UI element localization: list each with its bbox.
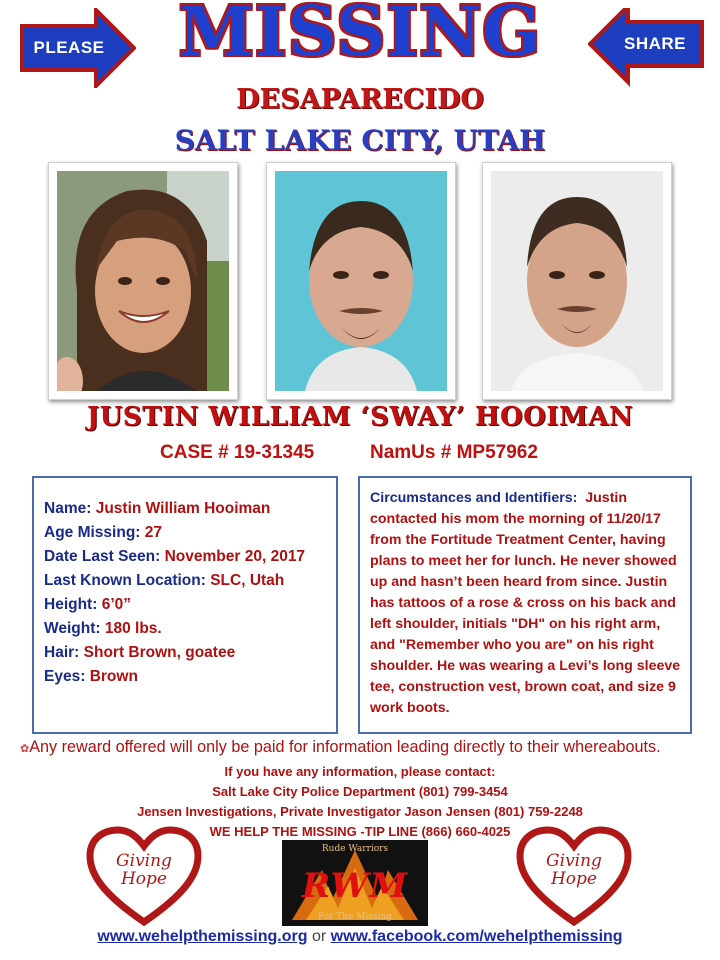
footer-links [0,928,720,946]
contact-intro: If you have any information, please contact: [224,764,496,779]
facebook-link[interactable]: www.facebook.com/wehelpthemissing [330,928,623,945]
detail-date-last-seen: Date Last Seen: November 20, 2017 [44,548,306,565]
detail-eyes: Eyes: Brown [44,668,138,685]
contact-police: Salt Lake City Police Department (801) 799-3454 [212,784,508,799]
detail-name: Name: Justin William Hooiman [44,500,271,517]
website-link[interactable]: www.wehelpthemissing.org [97,928,308,945]
detail-age: Age Missing: 27 [44,524,163,541]
contact-investigator: Jensen Investigations, Private Investigator Jason Jensen (801) 759-2248 [137,804,583,819]
detail-weight: Weight: 180 lbs. [44,620,162,637]
links-separator: or [311,928,327,945]
desaparecido-subtitle: DESAPARECIDO [236,84,484,115]
rwm-logo: Rude Warriors RWM For The Missing [282,840,428,926]
circumstances-text: Circumstances and Identifiers: Justin contacted his mom the morning of 11/20/17 from the Fortitude Treatment Center, having plans to meet her for lunch. He never showed up and hasn’t been heard from since. Justin has tattoos of a rose & cross on his back and left shoulder, initials "DH" on his right arm, and "Remember who you are" on his right shoulder. He was wearing a Levi’s long sleeve tee, construction vest, brown coat, and size 9 work boots. [370,490,681,716]
contact-tip-line: WE HELP THE MISSING -TIP LINE (866) 660-4025 [209,824,511,839]
reward-notice: ✿Any reward offered will only be paid for information leading directly to their whereabouts. [20,738,661,756]
case-number: CASE # 19-31345 [160,442,315,463]
photo-portrait [482,162,672,400]
namus-number: NamUs # MP57962 [370,442,538,463]
location-heading: SALT LAKE CITY, UTAH [174,124,546,157]
flower-icon: ✿ [20,743,30,755]
detail-location: Last Known Location: SLC, Utah [44,572,285,589]
missing-person-name: JUSTIN WILLIAM ‘SWAY’ HOOIMAN [86,402,634,432]
share-label: SHARE [623,34,686,53]
detail-height: Height: 6’0” [44,596,132,613]
photo-smiling [48,162,238,400]
detail-hair: Hair: Short Brown, goatee [44,644,236,661]
missing-title: MISSING [178,0,542,72]
details-box [32,476,338,734]
please-label: PLEASE [33,38,105,57]
photo-id [266,162,456,400]
circumstances-box [358,476,692,734]
giving-hope-logo-left: Giving Hope [86,826,202,926]
giving-hope-logo-right: Giving Hope [516,826,632,926]
